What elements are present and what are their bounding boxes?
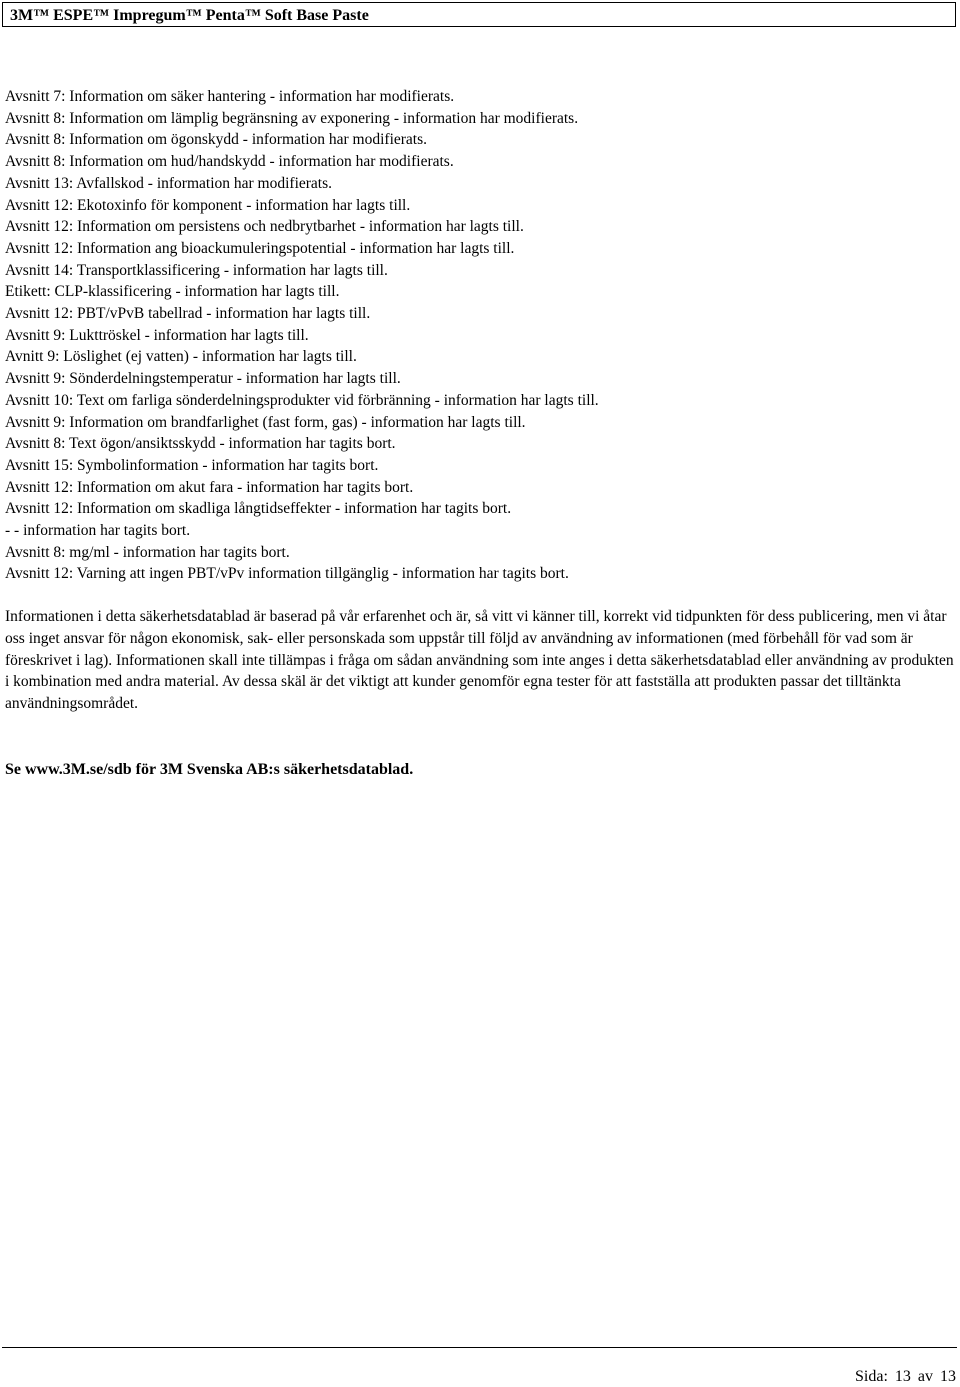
revision-changes-list — [5, 86, 599, 585]
change-item: Avsnitt 12: PBT/vPvB tabellrad - information har lagts till. — [5, 305, 371, 323]
change-item: Avsnitt 8: Information om ögonskydd - information har modifierats. — [5, 131, 428, 149]
change-item: Avsnitt 9: Sönderdelningstemperatur - information har lagts till. — [5, 370, 401, 388]
page-number: Sida: 13 av 13 — [855, 1368, 956, 1385]
change-item: Avsnitt 14: Transportklassificering - information har lagts till. — [5, 261, 388, 279]
document-header — [2, 2, 956, 27]
change-item: Avsnitt 8: Text ögon/ansiktsskydd - information har tagits bort. — [5, 435, 396, 453]
change-item: Avsnitt 13: Avfallskod - information har modifierats. — [5, 174, 333, 192]
change-item: Avsnitt 10: Text om farliga sönderdelningsprodukter vid förbränning - information har lagts till. — [5, 391, 599, 409]
change-item: Avsnitt 12: Information om skadliga långtidseffekter - information har tagits bort. — [5, 500, 512, 518]
change-item: Avsnitt 9: Information om brandfarlighet (fast form, gas) - information har lagts till. — [5, 413, 526, 431]
sds-reference: Se www.3M.se/sdb för 3M Svenska AB:s säkerhetsdatablad. — [5, 761, 414, 778]
change-item: - - information har tagits bort. — [5, 522, 191, 540]
change-item: Etikett: CLP-klassificering - information har lagts till. — [5, 283, 340, 301]
change-item: Avnitt 9: Löslighet (ej vatten) - information har lagts till. — [5, 348, 357, 366]
change-item: Avsnitt 9: Lukttröskel - information har lagts till. — [5, 326, 309, 344]
footer-divider — [2, 1347, 957, 1348]
change-item: Avsnitt 7: Information om säker hantering - information har modifierats. — [5, 88, 455, 105]
change-item: Avsnitt 12: Ekotoxinfo för komponent - information har lagts till. — [5, 196, 411, 214]
change-item: Avsnitt 8: Information om hud/handskydd - information har modifierats. — [5, 153, 454, 171]
change-item: Avsnitt 12: Varning att ingen PBT/vPv information tillgänglig - information har tagits bort. — [5, 565, 569, 583]
change-item: Avsnitt 12: Information ang bioackumuleringspotential - information har lagts till. — [5, 239, 515, 257]
change-item: Avsnitt 8: Information om lämplig begränsning av exponering - information har modifierats. — [5, 109, 579, 127]
product-title: 3M™ ESPE™ Impregum™ Penta™ Soft Base Paste — [10, 7, 369, 24]
disclaimer-paragraph: Informationen i detta säkerhetsdatablad är baserad på vår erfarenhet och är, så vitt vi känner till, korrekt vid tidpunkten för dess publicering, men vi åtar oss inget ansvar för någon ekonomisk, sak- eller personskada som uppstår till följd av användning av informationen (med förbehåll för vad som är föreskrivet i lag). Informationen skall inte tillämpas i fråga om sådan användning som inte anges i detta säkerhetsdatablad eller användning av produkten i kombination med andra material. Av dessa skäl är det viktigt att kunder genomför egna tester för att fastställa att produkten passar det tilltänkta användningsområdet. — [5, 608, 954, 713]
change-item: Avsnitt 15: Symbolinformation - information har tagits bort. — [5, 456, 379, 474]
change-item: Avsnitt 12: Information om akut fara - information har tagits bort. — [5, 478, 414, 496]
change-item: Avsnitt 8: mg/ml - information har tagits bort. — [5, 543, 290, 561]
change-item: Avsnitt 12: Information om persistens och nedbrytbarhet - information har lagts till. — [5, 218, 524, 236]
